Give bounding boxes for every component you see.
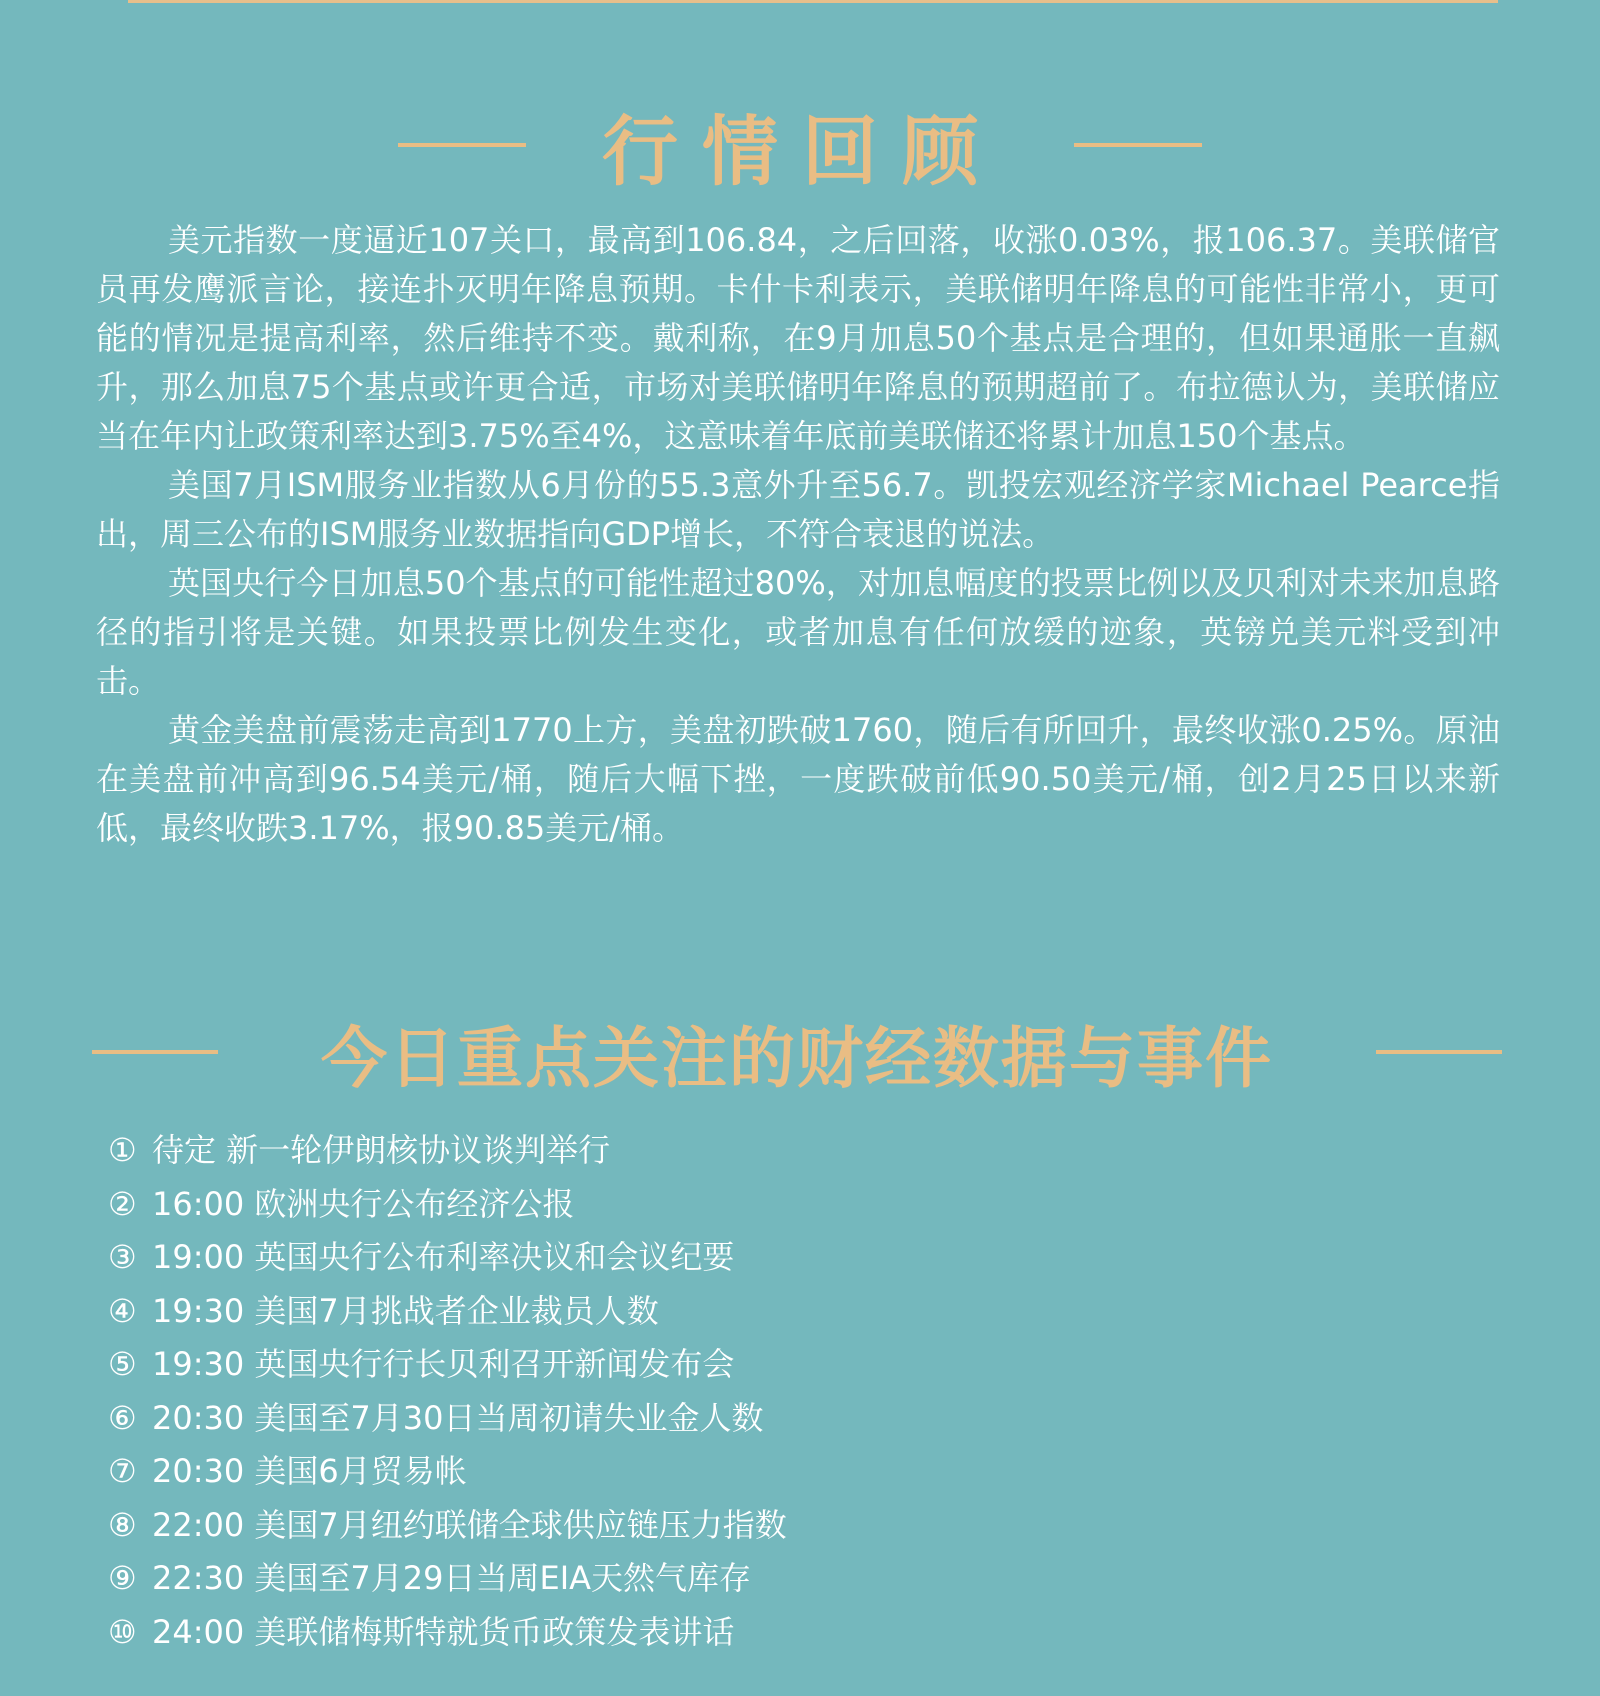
review-paragraph: 美元指数一度逼近107关口，最高到106.84，之后回落，收涨0.03%，报106.37。美联储官员再发鹰派言论，接连扑灭明年降息预期。卡什卡利表示，美联储明年降息的可能性非常小，更可能的情况是提高利率，然后维持不变。戴利称，在9月加息50个基点是合理的，但如果通胀一直飙升，那么加息75个基点或许更合适，市场对美联储明年降息的预期超前了。布拉德认为，美联储应当在年内让政策利率达到3.75%至4%，这意味着年底前美联储还将累计加息150个基点。 (96, 221, 1500, 455)
event-text: 19:30 英国央行行长贝利召开新闻发布会 (152, 1345, 735, 1383)
market-review-title: 行情回顾 (602, 106, 1002, 196)
event-number: ④ (108, 1291, 137, 1330)
event-number: ⑨ (108, 1559, 137, 1597)
event-number: ⑥ (108, 1398, 137, 1437)
event-item (108, 1285, 1408, 1339)
review-paragraph: 美国7月ISM服务业指数从6月份的55.3意外升至56.7。凯投宏观经济学家Michael Pearce指出，周三公布的ISM服务业数据指向GDP增长，不符合衰退的说法。 (96, 466, 1500, 553)
event-number: ⑩ (108, 1612, 137, 1651)
event-number: ⑤ (108, 1345, 137, 1383)
event-item (108, 1178, 1408, 1232)
event-item (108, 1231, 1408, 1285)
event-text: 24:00 美联储梅斯特就货币政策发表讲话 (152, 1612, 735, 1651)
event-text: 19:30 美国7月挑战者企业裁员人数 (152, 1291, 659, 1330)
event-item (108, 1445, 1408, 1499)
event-item (108, 1338, 1408, 1392)
heading-dash-right (1376, 1050, 1502, 1054)
review-paragraph: 英国央行今日加息50个基点的可能性超过80%，对加息幅度的投票比例以及贝利对未来加息路径的指引将是关键。如果投票比例发生变化，或者加息有任何放缓的迹象，英镑兑美元料受到冲击。 (96, 564, 1500, 700)
heading-dash-left (92, 1050, 218, 1054)
market-review-body (96, 216, 1500, 853)
event-number: ① (108, 1131, 137, 1169)
event-text: 22:30 美国至7月29日当周EIA天然气库存 (152, 1559, 752, 1597)
event-text: 22:00 美国7月纽约联储全球供应链压力指数 (152, 1505, 787, 1544)
event-item (108, 1552, 1408, 1606)
event-list (108, 1124, 1408, 1659)
event-item (108, 1124, 1408, 1178)
event-item (108, 1392, 1408, 1446)
event-text: 16:00 欧洲央行公布经济公报 (152, 1184, 575, 1223)
focus-title: 今日重点关注的财经数据与事件 (321, 1019, 1273, 1097)
event-number: ⑧ (108, 1505, 137, 1544)
event-text: 待定 新一轮伊朗核协议谈判举行 (152, 1131, 611, 1169)
focus-heading (92, 1010, 1502, 1097)
top-divider (128, 0, 1498, 3)
review-paragraph: 黄金美盘前震荡走高到1770上方，美盘初跌破1760，随后有所回升，最终收涨0.25%。原油在美盘前冲高到96.54美元/桶，随后大幅下挫，一度跌破前低90.50美元/桶，创2月25日以来新低，最终收跌3.17%，报90.85美元/桶。 (96, 711, 1500, 847)
event-text: 20:30 美国6月贸易帐 (152, 1452, 467, 1490)
event-item (108, 1606, 1408, 1660)
event-text: 19:00 英国央行公布利率决议和会议纪要 (152, 1238, 735, 1276)
event-number: ③ (108, 1238, 137, 1276)
heading-dash-right (1074, 143, 1202, 147)
market-review-heading (0, 100, 1600, 196)
event-number: ⑦ (108, 1452, 137, 1490)
event-text: 20:30 美国至7月30日当周初请失业金人数 (152, 1398, 764, 1437)
event-number: ② (108, 1184, 137, 1223)
event-item (108, 1499, 1408, 1553)
heading-dash-left (398, 143, 526, 147)
